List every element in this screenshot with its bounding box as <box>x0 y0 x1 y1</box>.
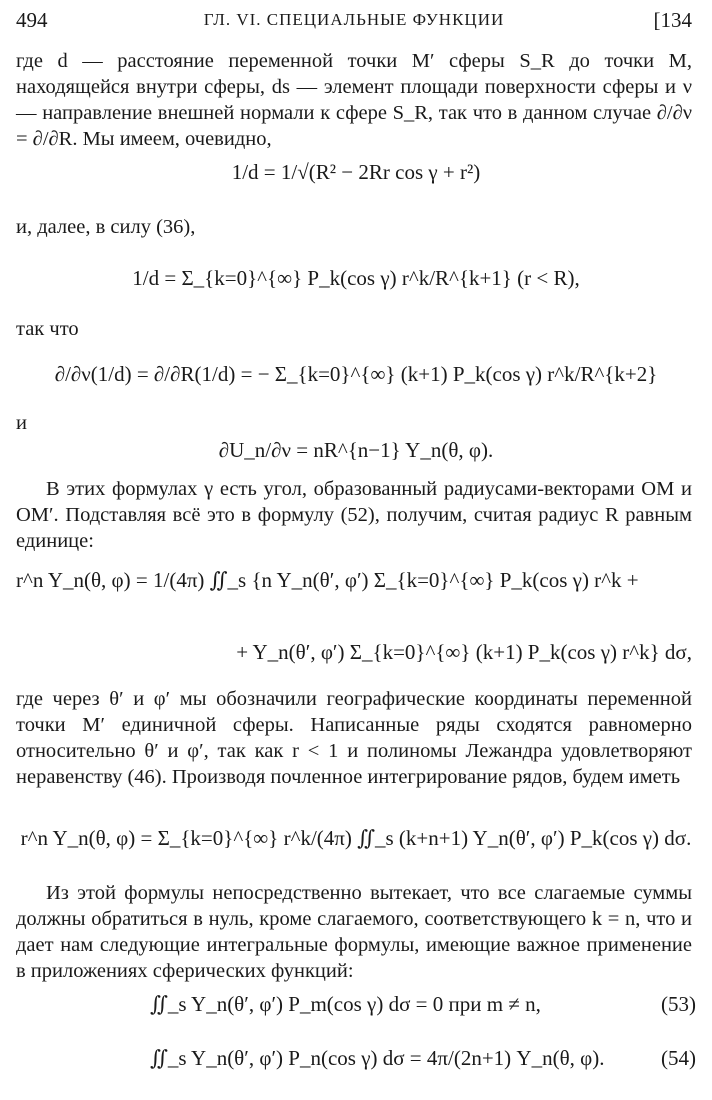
paragraph-5 <box>16 476 692 554</box>
equation-4 <box>0 438 712 463</box>
page-header <box>16 6 692 36</box>
paragraph-7 <box>16 880 692 984</box>
equation-53-text: ∬_s Y_n(θ′, φ′) P_m(cos γ) dσ = 0 при m ≠ n, <box>150 992 541 1016</box>
paragraph-2 <box>16 214 692 240</box>
equation-54 <box>150 1046 696 1071</box>
chapter-title: ГЛ. VI. СПЕЦИАЛЬНЫЕ ФУНКЦИИ <box>203 10 505 29</box>
page-number: 494 <box>16 8 48 32</box>
paragraph-5-text: В этих формулах γ есть угол, образованный радиусами-векторами OM и OM′. Подставляя всё это в формулу (52), получим, считая радиус R равным единице: <box>16 478 692 552</box>
paragraph-1-text: где d — расстояние переменной точки M′ сферы S_R до точки M, находящейся внутри сферы, ds — элемент площади поверхности сферы и ν — направление внешней нормали к сфере S_R, так что в данном случае ∂/∂ν = ∂/∂R. Мы имеем, очевидно, <box>16 50 692 150</box>
equation-5-line-2 <box>16 640 692 665</box>
paragraph-2-text: и, далее, в силу (36), <box>16 216 196 238</box>
equation-5b-text: + Y_n(θ′, φ′) Σ_{k=0}^{∞} (k+1) P_k(cos γ) r^k} dσ, <box>236 640 692 664</box>
equation-6 <box>0 826 712 851</box>
equation-53 <box>150 992 696 1017</box>
equation-5a-text: r^n Y_n(θ, φ) = 1/(4π) ∬_s {n Y_n(θ′, φ′) Σ_{k=0}^{∞} P_k(cos γ) r^k + <box>16 568 639 592</box>
equation-54-label: (54) <box>661 1046 696 1070</box>
paragraph-6 <box>16 686 692 790</box>
equation-54-text: ∬_s Y_n(θ′, φ′) P_n(cos γ) dσ = 4π/(2n+1) Y_n(θ, φ). <box>150 1046 605 1070</box>
paragraph-6-text: где через θ′ и φ′ мы обозначили географические координаты переменной точки M′ единичной сферы. Написанные ряды сходятся равномерно относительно θ′ и φ′, так как r < 1 и полиномы Лежандра удовлетворяют неравенству (46). Производя почленное интегрирование рядов, будем иметь <box>16 688 692 788</box>
equation-2 <box>0 266 712 291</box>
equation-1-text: 1/d = 1/√(R² − 2Rr cos γ + r²) <box>231 160 481 184</box>
equation-53-label: (53) <box>661 992 696 1016</box>
equation-2-text: 1/d = Σ_{k=0}^{∞} P_k(cos γ) r^k/R^{k+1} (r < R), <box>132 266 580 290</box>
paragraph-4 <box>16 410 692 436</box>
paragraph-1 <box>16 48 692 152</box>
equation-1 <box>0 160 712 185</box>
equation-3 <box>0 362 712 387</box>
paragraph-7-text: Из этой формулы непосредственно вытекает, что все слагаемые суммы должны обратиться в нуль, кроме слагаемого, соответствующего k = n, что и дает нам следующие интегральные формулы, имеющие важное применение в приложениях сферических функций: <box>16 882 692 982</box>
paragraph-3-text: так что <box>16 318 79 340</box>
equation-3-text: ∂/∂ν(1/d) = ∂/∂R(1/d) = − Σ_{k=0}^{∞} (k+1) P_k(cos γ) r^k/R^{k+2} <box>54 362 658 386</box>
equation-4-text: ∂U_n/∂ν = nR^{n−1} Y_n(θ, φ). <box>218 438 494 462</box>
equation-6-text: r^n Y_n(θ, φ) = Σ_{k=0}^{∞} r^k/(4π) ∬_s (k+n+1) Y_n(θ′, φ′) P_k(cos γ) dσ. <box>20 826 692 850</box>
section-number: [134 <box>653 8 692 32</box>
equation-5-line-1 <box>16 568 696 593</box>
paragraph-3 <box>16 316 692 342</box>
paragraph-4-text: и <box>16 412 27 434</box>
